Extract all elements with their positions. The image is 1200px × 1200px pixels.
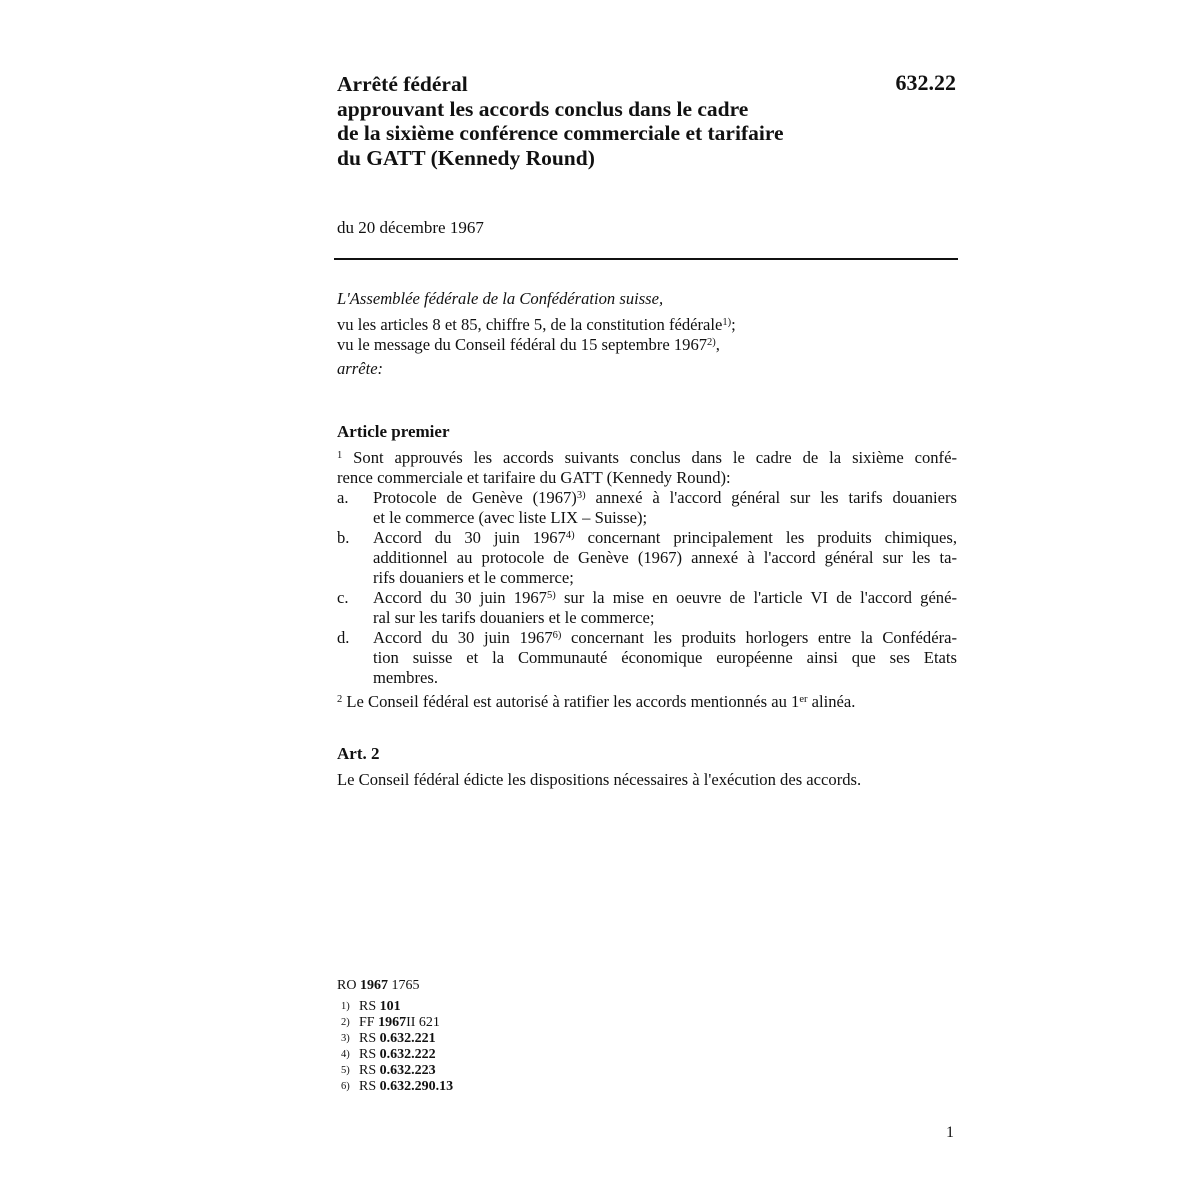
paragraph-text: Le Conseil fédéral est autorisé à ratifier les accords mentionnés au 1: [346, 692, 800, 711]
document-title: [337, 72, 877, 170]
article-1-body: [337, 448, 957, 712]
list-item-label: d.: [337, 628, 350, 647]
footnote-number: 101: [379, 999, 401, 1014]
footnote-number: 0.632.221: [379, 1031, 436, 1046]
item-text: annexé à l'accord général sur les tarifs douaniers: [585, 488, 958, 507]
article-1-heading: Article premier: [337, 422, 450, 441]
item-line: [373, 528, 957, 548]
footnote: [337, 1063, 453, 1079]
ordinal-suffix: er: [799, 694, 808, 705]
footnote-prefix: RS: [359, 1079, 377, 1094]
item-line: rifs douaniers et le commerce;: [373, 568, 574, 587]
list-item-label: b.: [337, 528, 350, 547]
list-item-text: [373, 588, 957, 628]
footnote-mark: 5): [341, 1065, 350, 1076]
footnote-mark: 4): [341, 1049, 350, 1060]
preamble-vu-text: vu les articles 8 et 85, chiffre 5, de la constitution fédérale: [337, 315, 723, 334]
title-line: de la sixième conférence commerciale et tarifaire: [337, 121, 784, 145]
item-line: [373, 488, 957, 508]
title-line: du GATT (Kennedy Round): [337, 145, 595, 170]
document-date: du 20 décembre 1967: [337, 218, 484, 237]
title-line: approuvant les accords conclus dans le cadre: [337, 96, 749, 121]
footnote-mark: 6): [341, 1081, 350, 1092]
punctuation: ,: [715, 335, 720, 354]
footnote-prefix: RS: [359, 1063, 377, 1078]
footnote-prefix: RS: [359, 999, 377, 1014]
item-text: sur la mise en oeuvre de l'article VI de l'accord géné-: [555, 588, 957, 607]
title-line: Arrêté fédéral: [337, 72, 468, 96]
list-item-label: c.: [337, 588, 349, 607]
footnote: [337, 1015, 453, 1031]
item-line: [373, 588, 957, 608]
preamble-vu-message: [337, 335, 957, 355]
footnote-number: 0.632.222: [379, 1047, 436, 1062]
item-line: tion suisse et la Communauté économique européenne ainsi que ses Etats: [373, 648, 957, 667]
paragraph-number: 2: [337, 694, 343, 705]
list-item: [337, 588, 957, 628]
footnote-prefix: RS: [359, 1031, 377, 1046]
list-item-label: a.: [337, 488, 349, 507]
ro-prefix: RO: [337, 978, 360, 993]
footnote-mark: 1): [341, 1001, 350, 1012]
footnote: [337, 1047, 453, 1063]
list-item: [337, 488, 957, 528]
item-text: concernant les produits horlogers entre la Confédéra-: [561, 628, 958, 647]
article-1-paragraph-2: [337, 692, 957, 712]
footnote-prefix: FF: [359, 1015, 375, 1030]
preamble-vu-text: vu le message du Conseil fédéral du 15 septembre 1967: [337, 335, 708, 354]
footnote-ref: 1): [722, 317, 732, 328]
item-text: Protocole de Genève (1967): [373, 488, 577, 507]
footnote-mark: 3): [341, 1033, 350, 1044]
footnote-number: 0.632.290.13: [379, 1079, 454, 1094]
preamble-intro: L'Assemblée fédérale de la Confédération suisse,: [337, 289, 664, 308]
ro-year: 1967: [359, 978, 388, 993]
header-divider: [334, 258, 958, 260]
ro-page: 1765: [387, 978, 420, 993]
footnote-ref: 6): [552, 630, 562, 641]
ro-reference: [337, 978, 453, 994]
preamble: [337, 289, 957, 379]
footnote-mark: 2): [341, 1017, 350, 1028]
footnote-number: 0.632.223: [379, 1063, 436, 1078]
list-item-text: [373, 628, 957, 688]
item-text: Accord du 30 juin 1967: [373, 528, 566, 547]
item-text: Accord du 30 juin 1967: [373, 628, 553, 647]
page-number: 1: [946, 1124, 954, 1141]
footnote: [337, 999, 453, 1015]
list-item: [337, 628, 957, 688]
footnote-ref: 3): [576, 490, 586, 501]
paragraph-line: rence commerciale et tarifaire du GATT (Kennedy Round):: [337, 468, 731, 487]
item-line: additionnel au protocole de Genève (1967) annexé à l'accord général sur les ta-: [373, 548, 957, 567]
item-line: et le commerce (avec liste LIX – Suisse);: [373, 508, 648, 527]
item-text: concernant principalement les produits chimiques,: [574, 528, 957, 547]
item-line: membres.: [373, 668, 438, 687]
item-line: ral sur les tarifs douaniers et le commerce;: [373, 608, 655, 627]
footnote: [337, 1031, 453, 1047]
footnotes: [337, 978, 453, 1095]
item-text: Accord du 30 juin 1967: [373, 588, 547, 607]
paragraph-line: [337, 448, 957, 468]
list-item-text: [373, 488, 957, 528]
paragraph-text: alinéa.: [807, 692, 856, 711]
item-line: [373, 628, 957, 648]
paragraph-text: Sont approuvés les accords suivants conclus dans le cadre de la sixième confé-: [353, 448, 957, 467]
footnote-prefix: RS: [359, 1047, 377, 1062]
paragraph-number: 1: [337, 450, 343, 461]
article-2-heading: Art. 2: [337, 744, 380, 763]
preamble-arrete: arrête:: [337, 359, 384, 378]
accords-list: [337, 488, 957, 688]
article-1-paragraph-1: [337, 448, 957, 488]
list-item-text: [373, 528, 957, 588]
footnote-ref: 5): [546, 590, 556, 601]
list-item: [337, 528, 957, 588]
article-2-text: Le Conseil fédéral édicte les dispositions nécessaires à l'exécution des accords.: [337, 770, 862, 789]
footnote-number: 1967: [378, 1015, 407, 1030]
punctuation: ;: [731, 315, 736, 334]
footnote-ref: 2): [707, 337, 716, 348]
footnote: [337, 1079, 453, 1095]
footnote-suffix: II 621: [406, 1015, 440, 1030]
preamble-vu-constitution: [337, 315, 957, 335]
footnote-ref: 4): [565, 530, 575, 541]
rs-number: 632.22: [895, 70, 956, 95]
